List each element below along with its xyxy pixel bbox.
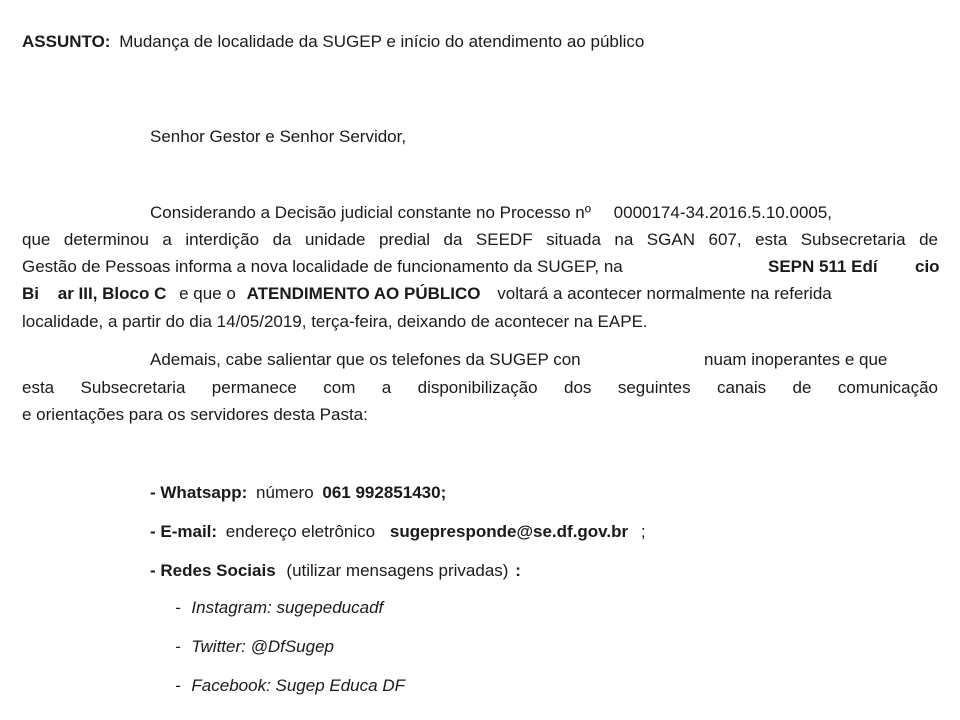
social-item-dash: - bbox=[175, 598, 181, 617]
p1-line3-text: Gestão de Pessoas informa a nova localidade de funcionamento da SUGEP, na bbox=[22, 257, 623, 276]
attendance-highlight: ATENDIMENTO AO PÚBLICO bbox=[246, 284, 481, 303]
social-item-text: Instagram: sugepeducadf bbox=[191, 598, 384, 617]
email-label: - E-mail: bbox=[150, 522, 218, 541]
p1-line1 bbox=[150, 202, 832, 224]
p2-line1-text-a: Ademais, cabe salientar que os telefones da SUGEP con bbox=[150, 350, 581, 369]
subject-label: ASSUNTO: bbox=[22, 32, 111, 51]
p1-line2: que determinou a interdição da unidade predial da SEEDF situada na SGAN 607, esta Subsecretaria de bbox=[22, 230, 938, 249]
channel-social bbox=[150, 560, 521, 582]
email-address[interactable]: sugepresponde@se.df.gov.br bbox=[389, 522, 629, 541]
social-note: (utilizar mensagens privadas) bbox=[286, 561, 509, 580]
p1-line3 bbox=[22, 256, 623, 278]
social-colon: : bbox=[515, 561, 521, 580]
channel-email bbox=[150, 521, 646, 543]
social-item-dash: - bbox=[175, 676, 181, 695]
email-prefix: endereço eletrônico bbox=[225, 522, 376, 541]
social-label: - Redes Sociais bbox=[150, 561, 276, 580]
p2-line2: esta Subsecretaria permanece com a disponibilização dos seguintes canais de comunicação bbox=[22, 378, 938, 397]
process-number: 0000174-34.2016.5.10.0005, bbox=[613, 203, 833, 222]
social-item-twitter bbox=[175, 636, 334, 658]
whatsapp-prefix: número bbox=[256, 483, 314, 502]
p1-line4-text-a: e que o bbox=[179, 284, 236, 303]
p1-line3-address-b: cio bbox=[915, 257, 940, 276]
p1-line4-address-d: ar III, Bloco C bbox=[57, 284, 167, 303]
social-item-text: Twitter: @DfSugep bbox=[191, 637, 335, 656]
social-item-instagram bbox=[175, 597, 383, 619]
p1-line4-text-b: voltará a acontecer normalmente na referida bbox=[497, 284, 832, 303]
subject-text: Mudança de localidade da SUGEP e início do atendimento ao público bbox=[119, 32, 645, 51]
social-item-text: Facebook: Sugep Educa DF bbox=[191, 676, 405, 695]
social-item-facebook bbox=[175, 675, 405, 697]
p1-line4-address-c: Bi bbox=[22, 284, 39, 303]
p2-line1 bbox=[150, 349, 581, 371]
email-suffix: ; bbox=[640, 522, 646, 541]
subject-line bbox=[22, 31, 644, 53]
p2-line3: e orientações para os servidores desta Pasta: bbox=[22, 405, 368, 424]
greeting: Senhor Gestor e Senhor Servidor, bbox=[150, 127, 407, 146]
p1-line3-address-a: SEPN 511 Edí bbox=[768, 257, 878, 276]
p1-line4 bbox=[22, 283, 832, 305]
whatsapp-number: 061 992851430; bbox=[322, 483, 447, 502]
channel-whatsapp bbox=[150, 482, 446, 504]
social-item-dash: - bbox=[175, 637, 181, 656]
p2-line1-text-b: nuam inoperantes e que bbox=[704, 350, 888, 369]
p1-line5: localidade, a partir do dia 14/05/2019, terça-feira, deixando de acontecer na EAPE. bbox=[22, 312, 648, 331]
whatsapp-label: - Whatsapp: bbox=[150, 483, 248, 502]
p1-line1-text: Considerando a Decisão judicial constante no Processo nº bbox=[150, 203, 591, 222]
